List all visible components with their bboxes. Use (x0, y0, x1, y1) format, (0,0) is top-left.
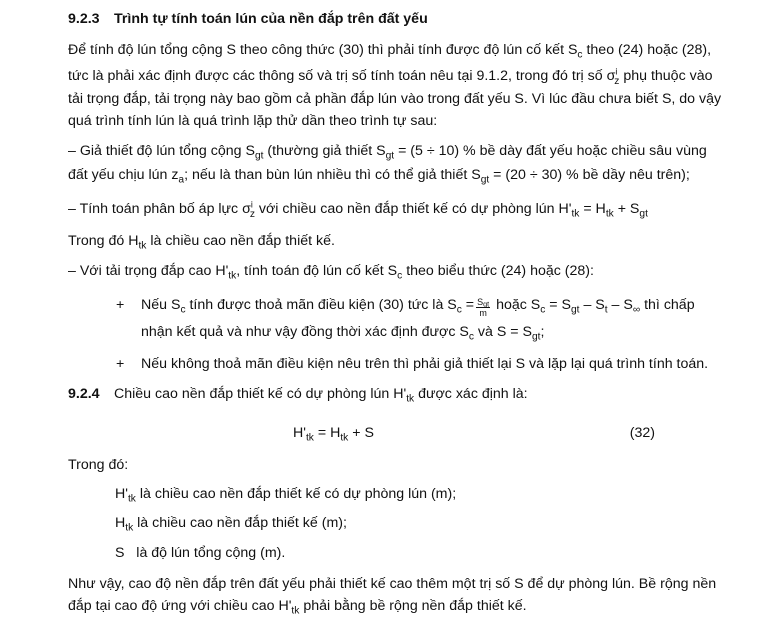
sub-bullet-1-line-2: nhận kết quả và như vậy đồng thời xác định được $S_c$ và $S = S_{gt}$; (141, 324, 545, 343)
fraction-sgt-over-m: $\frac{S_{gt}}{m}$ (477, 297, 490, 318)
paragraph-1-line-4: quá trình tính lún là quá trình lặp thử dần theo trình tự sau: (68, 113, 438, 129)
sub-bullet-2: + Nếu không thoả mãn điều kiện nêu trên thì phải giả thiết lại S và lặp lại quá trình tính toán. (116, 356, 709, 372)
equation-body: $H'_{tk} = H_{tk} + S$ (293, 425, 374, 444)
section-heading-9-2-3: 9.2.3 Trình tự tính toán lún của nền đắp trên đất yếu (68, 11, 428, 27)
paragraph-1-line-1: Để tính độ lún tổng cộng S theo công thức (30) thì phải tính được độ lún cố kết $S_c$ theo (24) hoặc (28), (68, 42, 712, 61)
definition-s: S là độ lún tổng cộng (m). (115, 545, 286, 561)
paragraph-3-line-2: đắp tại cao độ ứng với chiều cao $H'_{tk}$ phải bằng bề rộng nền đắp thiết kế. (68, 598, 527, 617)
definition-htk: $H_{tk}$ là chiều cao nền đắp thiết kế (m); (115, 515, 347, 534)
bullet-3: – Với tải trọng đắp cao $H'_{tk}$, tính toán độ lún cố kết $S_c$ theo biểu thức (24) hoặc (28): (68, 263, 594, 282)
bullet-1-line-1: – Giả thiết độ lún tổng cộng $S_{gt}$ (thường giả thiết $S_{gt} = (5 \div 10)$ % bề dày đất yếu hoặc chiều sâu vùng (68, 143, 707, 162)
paragraph-3-line-1: Như vậy, cao độ nền đắp trên đất yếu phải thiết kế cao thêm một trị số S để dự phòng lún. Bề rộng nền (68, 576, 717, 592)
definition-htk-prime: $H'_{tk}$ là chiều cao nền đắp thiết kế có dự phòng lún (m); (115, 486, 457, 505)
bullet-1-line-2: đất yếu chịu lún $z_a$; nếu là than bùn lún nhiều thì có thể giả thiết $S_{gt} = (20 \div 30)$ % bề dầy nêu trên); (68, 167, 690, 186)
sub-bullet-1-line-1: + Nếu $S_c$ tính được thoả mãn điều kiện (30) tức là $S_c$ = $\frac{S_{gt}}{m}$ hoặc $S_c = S_{gt} - S_t - S_\infty$ thì chấp (116, 297, 695, 318)
paragraph-1-line-2: tức là phải xác định được các thông số và trị số tính toán nêu tại 9.1.2, trong đó trị số $\sigma^i_z$ phụ thuộc vào (68, 66, 713, 87)
bullet-2: – Tính toán phân bố áp lực $\sigma^i_z$ với chiều cao nền đắp thiết kế có dự phòng lún $H'_{tk} = H_{tk} + S_{gt}$ (68, 199, 648, 220)
trong-do-label: Trong đó: (68, 457, 129, 473)
equation-number: (32) (629, 425, 655, 441)
section-title: Trình tự tính toán lún của nền đắp trên đất yếu (114, 11, 428, 27)
paragraph-2: Trong đó $H_{tk}$ là chiều cao nền đắp thiết kế. (68, 233, 335, 252)
paragraph-1-line-3: tải trọng đắp, tải trọng này bao gồm cả phần đắp lún vào trong đất yếu S. Vì lúc đầu chưa biết S, do vậy (68, 91, 722, 107)
plus-bullet-icon: + (116, 356, 125, 372)
section-heading-9-2-4: 9.2.4 Chiều cao nền đắp thiết kế có dự phòng lún $H'_{tk}$ được xác định là: (68, 386, 528, 405)
plus-bullet-icon: + (116, 297, 125, 313)
